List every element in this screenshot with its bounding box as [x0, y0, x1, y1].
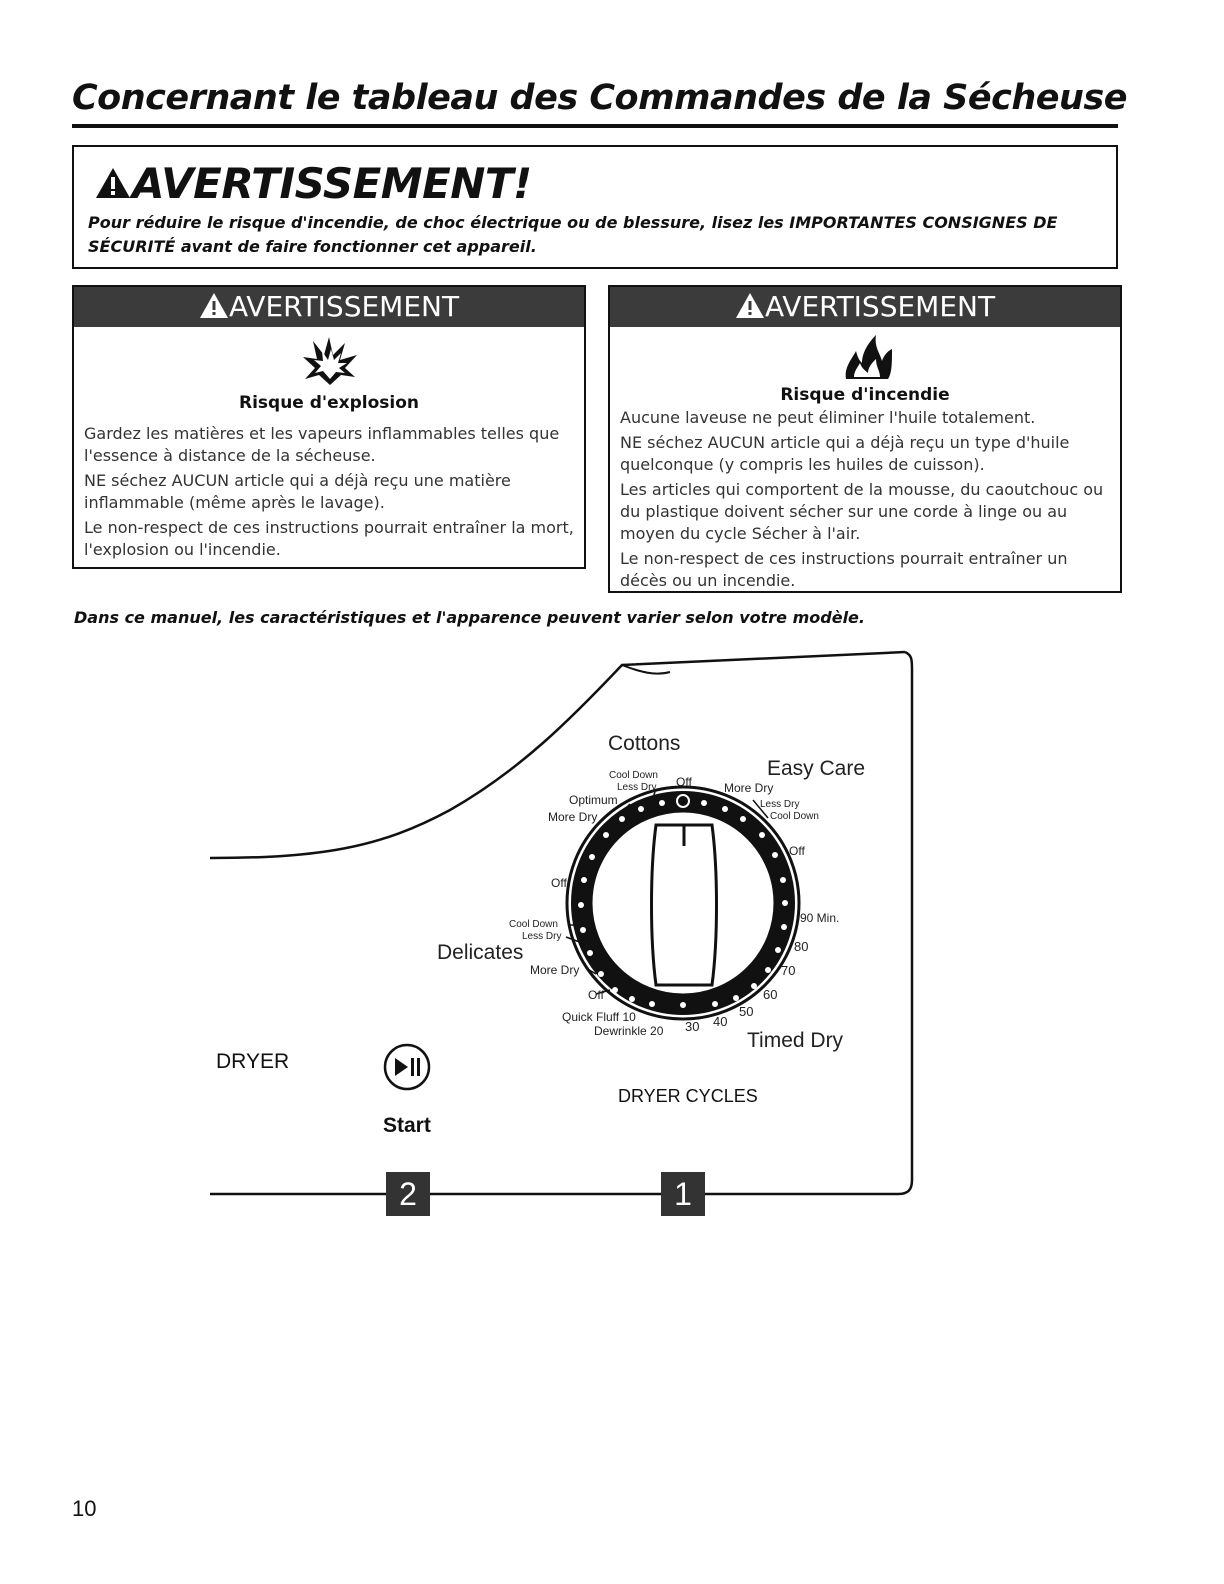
page-title: Concernant le tableau des Commandes de la Sécheuse [72, 78, 1127, 118]
dial-off-marker [677, 795, 689, 807]
dial-label-50: 50 [739, 1004, 754, 1019]
dial-label-delicates: Delicates [437, 941, 524, 964]
dial-label-80: 80 [794, 939, 809, 954]
panel-outline [210, 652, 905, 858]
fire-paragraph: Le non-respect de ces instructions pourrait entraîner un décès ou un incendie. [620, 549, 1068, 590]
dial-label-cotton-cool-down: Cool Down [609, 770, 658, 781]
dryer-cycles-label: DRYER CYCLES [618, 1086, 758, 1106]
fire-warning-heading: AVERTISSEMENT [764, 290, 996, 323]
fire-paragraph: NE séchez AUCUN article qui a déjà reçu un type d'huile quelconque (y compris les huiles de cuisson). [620, 433, 1070, 474]
dryer-label: DRYER [216, 1050, 290, 1073]
start-label: Start [383, 1114, 431, 1137]
dial-label-off-bottom: Off [588, 988, 604, 1002]
dial-label-60: 60 [763, 987, 778, 1002]
dial-label-del-more-dry: More Dry [530, 963, 580, 977]
main-warning-text: Pour réduire le risque d'incendie, de choc électrique ou de blessure, lisez les IMPORTANTES CONSIGNES DE SÉCURITÉ avant de faire fonctionner cet appareil. [88, 213, 1058, 256]
explosion-subtitle: Risque d'explosion [238, 393, 420, 413]
dial-label-off-left: Off [551, 876, 567, 890]
dial-label-cottons: Cottons [608, 732, 681, 755]
dial-label-30: 30 [685, 1019, 700, 1034]
callout-badge-cycles: 1 [661, 1172, 705, 1216]
dial-label-cotton-more-dry: More Dry [548, 810, 598, 824]
dial-label-off-right: Off [789, 844, 805, 858]
dial-label-40: 40 [713, 1014, 728, 1029]
model-note: Dans ce manuel, les caractéristiques et l'apparence peuvent varier selon votre modèle. [74, 608, 865, 627]
dial-label-optimum: Optimum [569, 793, 618, 807]
dial-label-ec-less-dry: Less Dry [760, 799, 800, 810]
dial-label-easy-care: Easy Care [767, 757, 866, 780]
fire-subtitle: Risque d'incendie [780, 385, 950, 405]
dial-label-90: 90 Min. [800, 911, 840, 925]
dial-label-ec-more-dry: More Dry [724, 781, 774, 795]
dial-label-timed-dry: Timed Dry [747, 1029, 844, 1052]
dial-label-ec-cool-down: Cool Down [770, 811, 819, 822]
main-warning-heading-text: AVERTISSEMENT! [132, 159, 532, 208]
explosion-paragraph: Gardez les matières et les vapeurs inflammables telles que l'essence à distance de la sécheuse. [84, 424, 560, 465]
explosion-paragraph: NE séchez AUCUN article qui a déjà reçu une matière inflammable (même après le lavage). [84, 471, 511, 512]
dial-label-del-cool-down: Cool Down [509, 919, 558, 930]
callout-badge-start: 2 [386, 1172, 430, 1216]
fire-paragraph: Aucune laveuse ne peut éliminer l'huile totalement. [620, 408, 1036, 427]
dial-label-quick-fluff: Quick Fluff 10 [562, 1010, 636, 1024]
fire-paragraph: Les articles qui comportent de la mousse, du caoutchouc ou du plastique doivent sécher sur une corde à linge ou au moyen du cycle Sécher à l'air. [620, 480, 1104, 543]
dial-label-del-less-dry: Less Dry [522, 931, 562, 942]
dial-label-cotton-less-dry: Less Dry [617, 782, 657, 793]
dial-label-off-top: Off [676, 775, 692, 789]
page-number: 10 [72, 1496, 97, 1521]
dial-label-dewrinkle: Dewrinkle 20 [594, 1024, 664, 1038]
explosion-warning-heading: AVERTISSEMENT [228, 290, 460, 323]
explosion-paragraph: Le non-respect de ces instructions pourrait entraîner la mort, l'explosion ou l'incendie. [84, 518, 574, 559]
dial-label-70: 70 [781, 963, 796, 978]
